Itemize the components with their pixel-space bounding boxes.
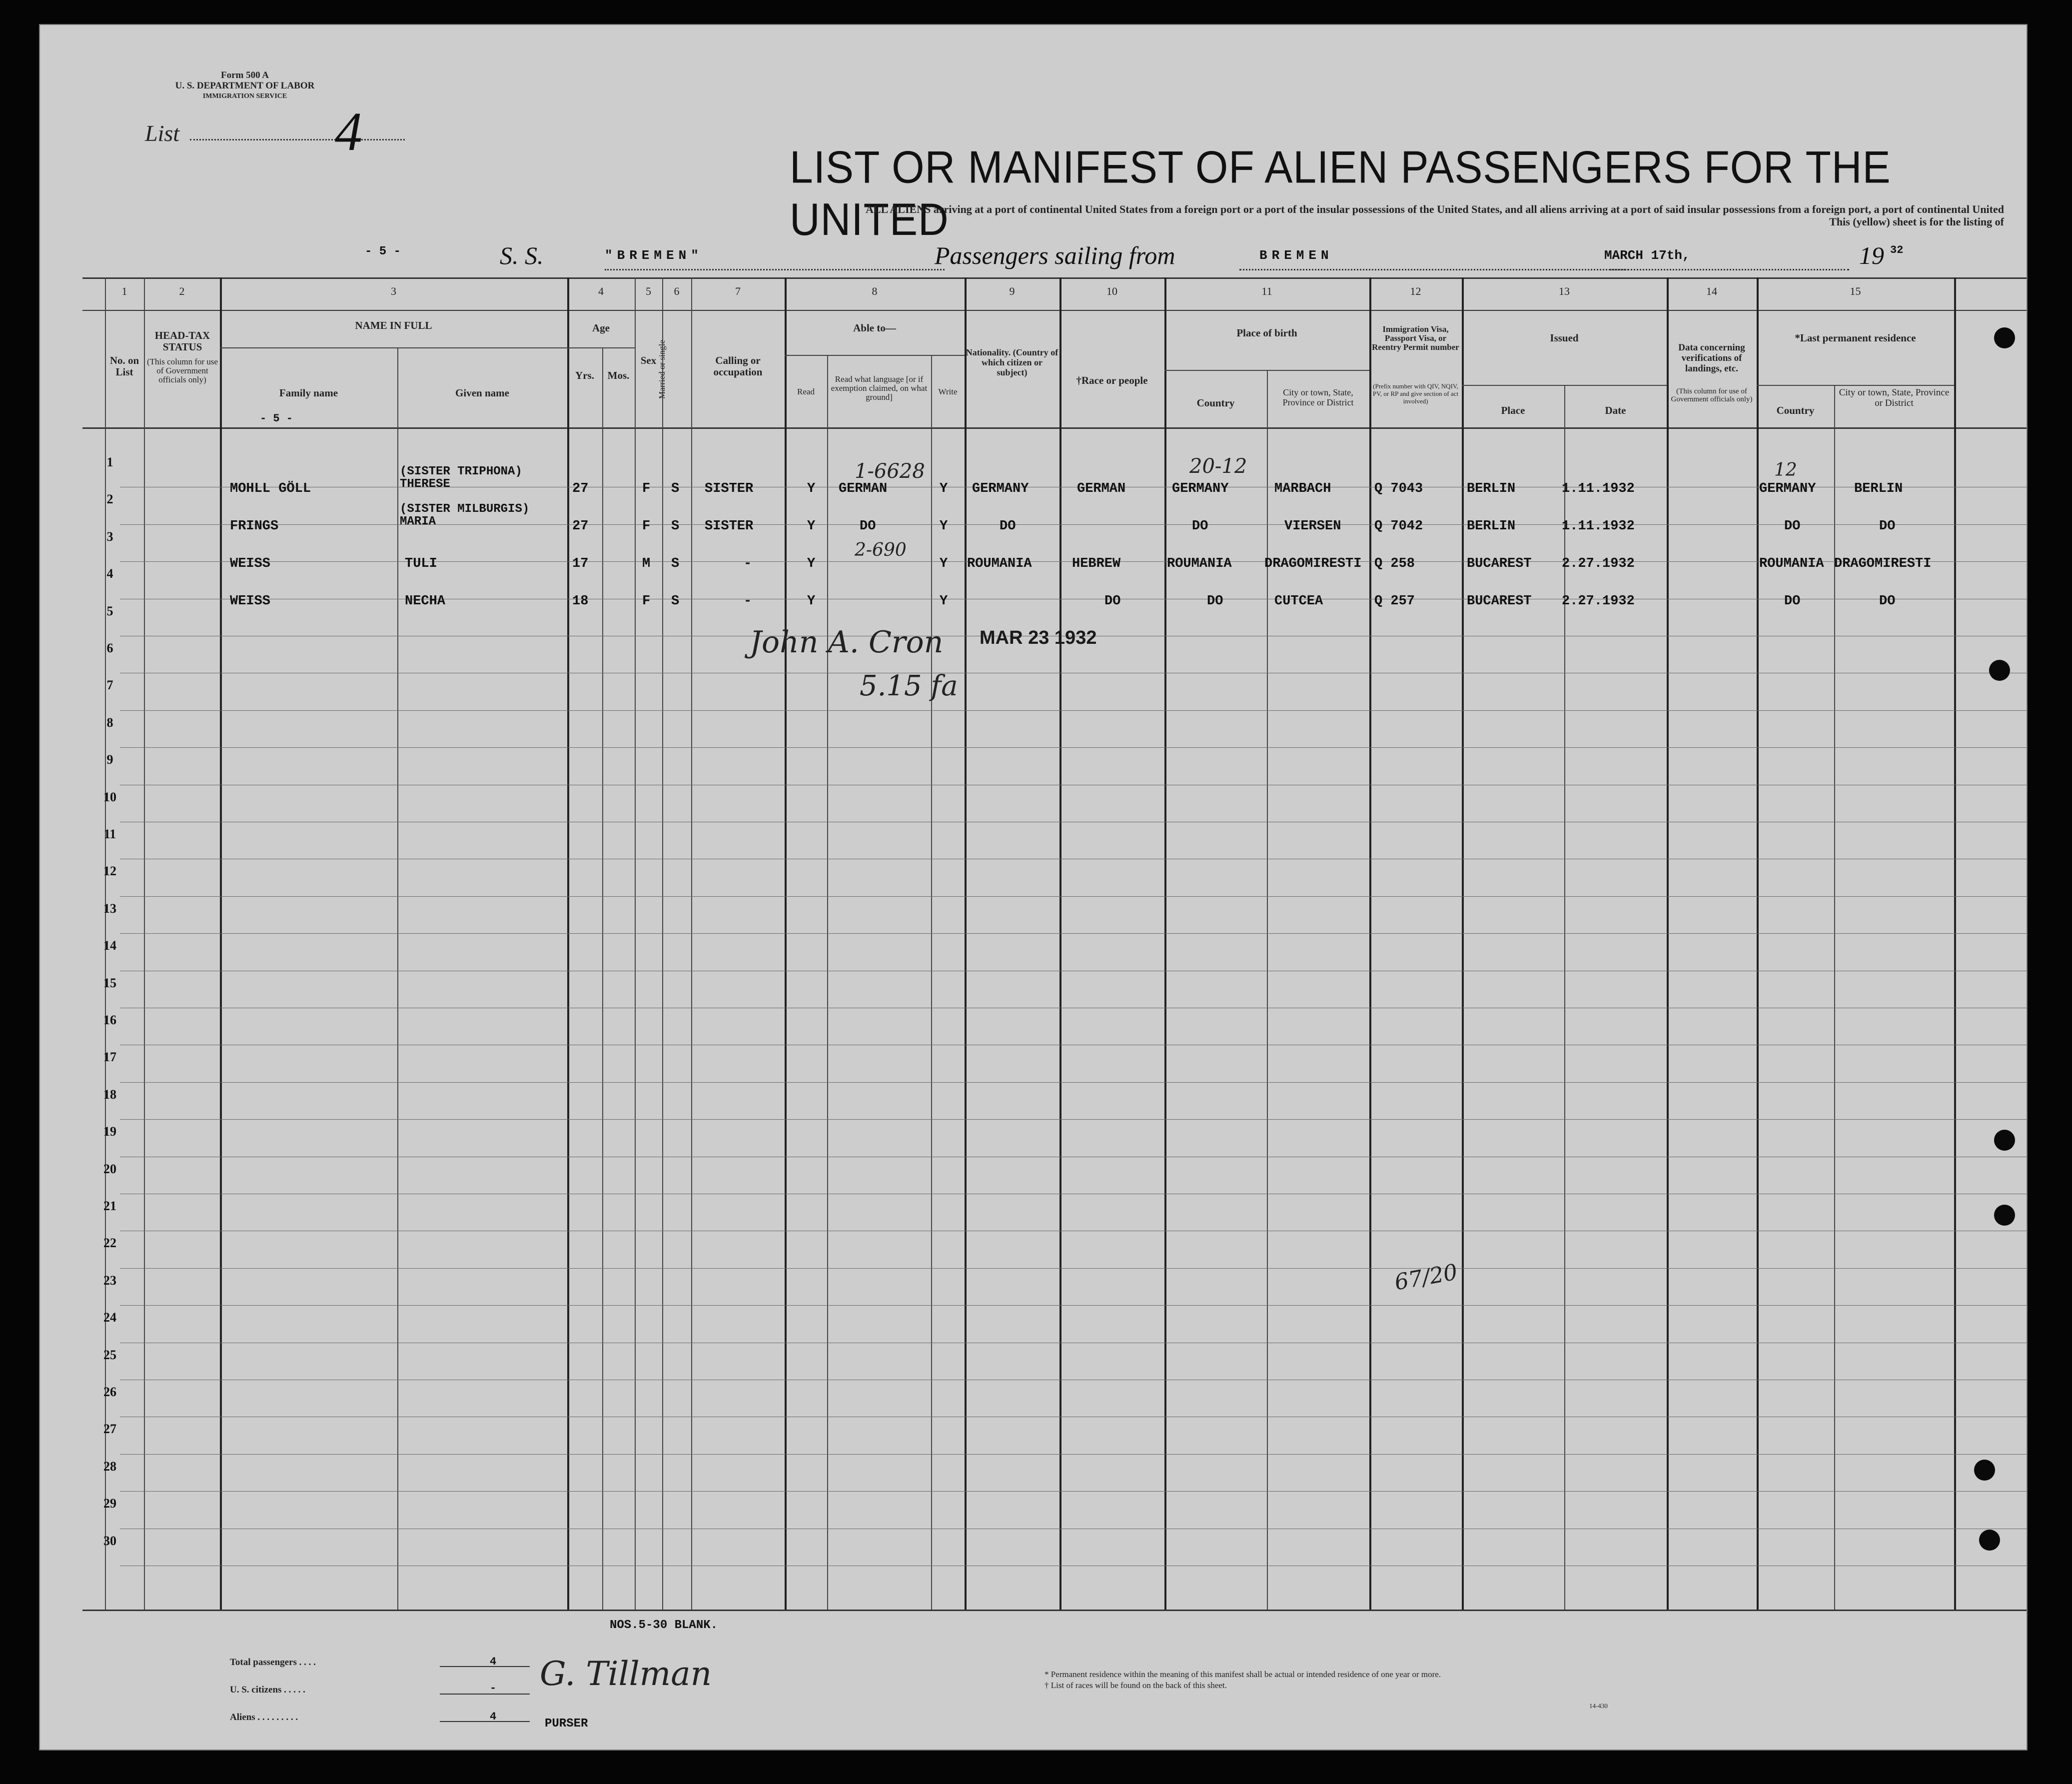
purser-signature: G. Tillman xyxy=(540,1655,712,1693)
rule-v xyxy=(1667,277,1669,1610)
rule-top xyxy=(82,277,2027,279)
rule-sub xyxy=(785,355,965,356)
language: GERMAN xyxy=(839,481,888,496)
hdr-last-residence: *Last permanent residence xyxy=(1795,332,1916,344)
age: 17 xyxy=(572,556,589,571)
manifest-sheet xyxy=(39,24,2028,1751)
age: 27 xyxy=(572,519,589,534)
rule-v xyxy=(965,277,967,1610)
row-line xyxy=(120,1305,2027,1306)
visa: Q 7042 xyxy=(1374,519,1423,534)
hdr-data-concerning: Data concerning verifications of landings, etc. xyxy=(1678,342,1745,374)
row-number: 2 xyxy=(106,492,113,507)
nationality: DO xyxy=(1000,519,1016,534)
rule-sub xyxy=(1164,370,1369,371)
language: DO xyxy=(860,519,876,534)
res-city: BERLIN xyxy=(1854,481,1903,496)
row-number: 13 xyxy=(103,901,116,916)
sailing-label: Passengers sailing from xyxy=(935,241,1175,269)
rule-sub xyxy=(220,347,567,348)
given-name: NECHA xyxy=(405,594,446,609)
citizens-value: - xyxy=(490,1682,497,1695)
calling: - xyxy=(744,556,752,571)
rule-v xyxy=(144,277,145,1610)
family-name: MOHLL GÖLL xyxy=(230,481,311,496)
race: HEBREW xyxy=(1072,556,1121,571)
visa: Q 7043 xyxy=(1374,481,1423,496)
res-country: GERMANY xyxy=(1759,481,1816,496)
row-number: 18 xyxy=(103,1087,116,1102)
rule-header-bottom xyxy=(82,427,2027,429)
rule-v xyxy=(1462,277,1464,1610)
calling: - xyxy=(744,594,752,609)
row-number: 21 xyxy=(103,1199,116,1213)
row-number: 3 xyxy=(106,529,113,544)
hdr-birth-city: City or town, State, Province or District xyxy=(1282,387,1354,407)
given-name: TULI xyxy=(405,556,437,571)
handwritten-fraction: 67/20 xyxy=(1392,1259,1460,1296)
hdr-sex: Sex xyxy=(640,354,657,366)
col-number: 15 xyxy=(1850,285,1861,297)
list-number: 4 xyxy=(335,101,362,162)
hdr-visa: Immigration Visa, Passport Visa, or Reentry Permit number xyxy=(1372,324,1459,352)
family-name: WEISS xyxy=(230,594,271,609)
row-line xyxy=(120,933,2027,934)
hdr-race: †Race or people xyxy=(1076,374,1148,386)
aliens-value: 4 xyxy=(490,1711,497,1723)
row-number: 10 xyxy=(103,789,116,804)
hdr-nationality: Nationality. (Country of which citizen or subject) xyxy=(966,347,1058,377)
rule-v xyxy=(567,277,569,1610)
row-number: 12 xyxy=(103,864,116,879)
hdr-issued-date: Date xyxy=(1605,404,1626,416)
aliens-underline xyxy=(440,1721,530,1722)
race: DO xyxy=(1104,594,1121,609)
visa: Q 257 xyxy=(1374,594,1415,609)
rule-v xyxy=(931,355,932,1610)
row-number: 15 xyxy=(103,975,116,990)
row-number: 1 xyxy=(106,455,113,469)
date-stamp: MAR 23 1932 xyxy=(980,627,1097,648)
col-number: 3 xyxy=(391,285,396,297)
hdr-res-country: Country xyxy=(1776,404,1815,416)
age: 27 xyxy=(572,481,589,496)
ship-underline xyxy=(605,269,945,270)
port-name: BREMEN xyxy=(1259,248,1333,263)
hdr-able-to: Able to— xyxy=(853,322,896,334)
row-number: 4 xyxy=(106,566,113,581)
row-number: 27 xyxy=(103,1422,116,1437)
sailing-date: MARCH 17th, xyxy=(1604,248,1690,263)
race: DO xyxy=(1192,519,1208,534)
birth-city: VIERSEN xyxy=(1284,519,1341,534)
document-title: LIST OR MANIFEST OF ALIEN PASSENGERS FOR THE UNITED xyxy=(790,141,1891,245)
row-number: 26 xyxy=(103,1385,116,1399)
age: 18 xyxy=(572,594,589,609)
row-number: 24 xyxy=(103,1310,116,1325)
rule-v xyxy=(220,277,222,1610)
row-number: 22 xyxy=(103,1236,116,1251)
row-number: 7 xyxy=(106,678,113,693)
col-number: 10 xyxy=(1106,285,1117,297)
issued-date: 1.11.1932 xyxy=(1562,481,1635,496)
col-number: 13 xyxy=(1559,285,1570,297)
hdr-no-on-list: No. on List xyxy=(109,354,139,378)
issued-place: BUCAREST xyxy=(1467,556,1532,571)
race: GERMAN xyxy=(1077,481,1126,496)
ss-label: S. S. xyxy=(500,241,544,269)
row-number: 30 xyxy=(103,1533,116,1548)
res-city: DO xyxy=(1879,519,1896,534)
col-number: 8 xyxy=(872,285,878,297)
port-underline xyxy=(1239,269,1629,270)
hdr-write: Write xyxy=(938,387,958,396)
marital: S xyxy=(671,594,680,609)
calling: SISTER xyxy=(705,481,754,496)
year-suffix: 32 xyxy=(1890,244,1904,256)
res-city: DRAGOMIRESTI xyxy=(1834,556,1932,571)
col-number: 5 xyxy=(646,285,651,297)
binder-hole xyxy=(1994,1205,2015,1226)
row-number: 16 xyxy=(103,1013,116,1027)
hdr-head-tax-note: (This column for use of Government officials only) xyxy=(146,357,218,384)
birth-city: DRAGOMIRESTI xyxy=(1264,556,1362,571)
col-number: 7 xyxy=(735,285,741,297)
write: Y xyxy=(940,594,948,609)
row-number: 6 xyxy=(106,641,113,655)
birth-country: DO xyxy=(1207,594,1223,609)
total-underline xyxy=(440,1666,530,1667)
binder-hole xyxy=(1979,1530,2000,1551)
row-number: 29 xyxy=(103,1496,116,1511)
row-number: 19 xyxy=(103,1124,116,1139)
hdr-birth-country: Country xyxy=(1196,397,1235,409)
list-underline xyxy=(190,139,405,140)
marital: S xyxy=(671,481,680,496)
read: Y xyxy=(807,481,816,496)
purser-label: PURSER xyxy=(545,1717,588,1731)
res-city: DO xyxy=(1879,594,1896,609)
read: Y xyxy=(807,519,816,534)
hdr-mos: Mos. xyxy=(607,369,630,381)
sex: F xyxy=(642,594,651,609)
handwritten-note: 5.15 fa xyxy=(860,670,958,702)
binder-hole xyxy=(1989,660,2010,681)
row-number: 8 xyxy=(106,715,113,730)
row-line xyxy=(120,1119,2027,1120)
handwritten-code: 2-690 xyxy=(855,540,907,560)
col-number: 4 xyxy=(598,285,604,297)
nationality: ROUMANIA xyxy=(967,556,1032,571)
footnote-2: † List of races will be found on the back of this sheet. xyxy=(1044,1681,1227,1690)
rule-v xyxy=(602,347,603,1610)
citizens-underline xyxy=(440,1694,530,1695)
row-line xyxy=(120,747,2027,748)
rule-sub xyxy=(1757,385,1954,386)
aliens-label: Aliens . . . . . . . . . xyxy=(230,1712,298,1723)
hdr-married: Married or single xyxy=(657,339,667,399)
rule-sub xyxy=(1462,385,1667,386)
row-line xyxy=(120,896,2027,897)
binder-hole xyxy=(1994,327,2015,348)
hdr-place-of-birth: Place of birth xyxy=(1236,327,1297,339)
handwritten-code: 20-12 xyxy=(1189,455,1247,478)
rule-v xyxy=(1369,277,1371,1610)
inspector-signature: John A. Cron xyxy=(750,625,944,660)
res-country: DO xyxy=(1784,594,1801,609)
hdr-yrs: Yrs. xyxy=(575,369,594,381)
row-line xyxy=(120,1454,2027,1455)
rule-v xyxy=(635,277,636,1610)
row-line xyxy=(120,710,2027,711)
row-line xyxy=(120,1491,2027,1492)
marital: S xyxy=(671,556,680,571)
group-marker: - 5 - xyxy=(260,412,293,425)
rule-v xyxy=(1164,277,1166,1610)
birth-city: MARBACH xyxy=(1274,481,1331,496)
nationality: GERMANY xyxy=(972,481,1029,496)
row-line xyxy=(120,1082,2027,1083)
sex: F xyxy=(642,519,651,534)
binder-hole xyxy=(1974,1460,1995,1481)
rule-v xyxy=(1059,277,1061,1610)
hdr-family-name: Family name xyxy=(279,387,338,399)
calling: SISTER xyxy=(705,519,754,534)
col-number: 6 xyxy=(674,285,680,297)
date-underline xyxy=(1609,269,1849,270)
given-name: THERESE xyxy=(400,477,450,491)
hdr-visa-note: (Prefix number with QIV, NQIV, PV, or RP and give section of act involved) xyxy=(1372,382,1459,405)
birth-city: CUTCEA xyxy=(1274,594,1323,609)
hdr-head-tax: HEAD-TAX STATUS xyxy=(154,329,210,353)
issued-date: 2.27.1932 xyxy=(1562,556,1635,571)
issued-date: 1.11.1932 xyxy=(1562,519,1635,534)
list-label: List xyxy=(145,120,180,146)
hdr-issued: Issued xyxy=(1550,332,1579,344)
rule-v xyxy=(691,277,692,1610)
rule-v xyxy=(827,355,828,1610)
sex: M xyxy=(642,556,651,571)
row-number: 25 xyxy=(103,1347,116,1362)
row-line xyxy=(120,1268,2027,1269)
write: Y xyxy=(940,556,948,571)
blank-note: NOS.5-30 BLANK. xyxy=(610,1619,718,1632)
rule-table-bottom xyxy=(82,1610,2027,1611)
row-number: 11 xyxy=(103,827,116,841)
row-number: 9 xyxy=(106,752,113,767)
total-label: Total passengers . . . . xyxy=(230,1657,316,1668)
given-name: MARIA xyxy=(400,515,436,528)
rule-v xyxy=(1757,277,1759,1610)
hdr-issued-place: Place xyxy=(1501,404,1525,416)
birth-country: ROUMANIA xyxy=(1167,556,1232,571)
rule-v xyxy=(785,277,787,1610)
family-name: FRINGS xyxy=(230,519,279,534)
binder-hole xyxy=(1994,1130,2015,1151)
row-number: 28 xyxy=(103,1459,116,1474)
rule-colnums xyxy=(82,310,2027,311)
row-number: 5 xyxy=(106,603,113,618)
col-number: 12 xyxy=(1410,285,1421,297)
handwritten-code: 12 xyxy=(1774,460,1797,480)
col-number: 9 xyxy=(1009,285,1015,297)
read: Y xyxy=(807,556,816,571)
subtitle-line-2: This (yellow) sheet is for the listing of xyxy=(1829,215,2004,228)
marital: S xyxy=(671,519,680,534)
row-number: 14 xyxy=(103,938,116,953)
hdr-calling: Calling or occupation xyxy=(713,354,763,378)
write: Y xyxy=(940,481,948,496)
issued-date: 2.27.1932 xyxy=(1562,594,1635,609)
family-name: WEISS xyxy=(230,556,271,571)
row-number: 17 xyxy=(103,1050,116,1065)
sex: F xyxy=(642,481,651,496)
birth-country: GERMANY xyxy=(1172,481,1229,496)
write: Y xyxy=(940,519,948,534)
handwritten-code: 1-6628 xyxy=(855,460,925,483)
subtitle-line-1: ALL ALIENS arriving at a port of continental United States from a foreign port or a port of the insular possessions of the United States, and all aliens arriving at a port of said insular possessions from a foreign port, a port of continental United xyxy=(866,203,2004,215)
year-prefix: 19 xyxy=(1859,241,1884,269)
hdr-res-city: City or town, State, Province or District xyxy=(1839,387,1950,408)
form-code: 14-430 xyxy=(1589,1702,1608,1710)
ship-name: "BREMEN" xyxy=(605,248,703,263)
res-country: ROUMANIA xyxy=(1759,556,1824,571)
hdr-data-note: (This column for use of Government officials only) xyxy=(1671,387,1753,403)
visa: Q 258 xyxy=(1374,556,1415,571)
row-number: 20 xyxy=(103,1161,116,1176)
rule-v xyxy=(397,347,398,1610)
citizens-label: U. S. citizens . . . . . xyxy=(230,1685,305,1695)
res-country: DO xyxy=(1784,519,1801,534)
issued-place: BUCAREST xyxy=(1467,594,1532,609)
form-header: Form 500 A U. S. DEPARTMENT OF LABOR IMMIGRATION SERVICE xyxy=(175,70,315,100)
hdr-given-name: Given name xyxy=(455,387,509,399)
rule-sub xyxy=(567,347,635,348)
given-name-note: (SISTER MILBURGIS) xyxy=(400,502,530,516)
footnote-1: * Permanent residence within the meaning of this manifest shall be actual or intended residence of one year or more. xyxy=(1044,1670,1441,1679)
hdr-read: Read xyxy=(797,387,815,396)
hdr-read-language: Read what language [or if exemption claimed, on what ground] xyxy=(831,374,928,402)
col-number: 11 xyxy=(1261,285,1272,297)
read: Y xyxy=(807,594,816,609)
rule-v xyxy=(662,277,663,1610)
total-value: 4 xyxy=(490,1656,497,1668)
issued-place: BERLIN xyxy=(1467,481,1516,496)
hdr-age: Age xyxy=(592,322,610,334)
hdr-name-in-full: NAME IN FULL xyxy=(355,319,432,331)
col-number: 1 xyxy=(121,285,127,297)
rule-v xyxy=(1267,370,1268,1610)
page-marker: - 5 - xyxy=(365,245,401,258)
col-number: 14 xyxy=(1706,285,1717,297)
rule-v xyxy=(1954,277,1956,1610)
col-number: 2 xyxy=(179,285,185,297)
row-number: 23 xyxy=(103,1273,116,1288)
given-name-note: (SISTER TRIPHONA) xyxy=(400,465,522,478)
issued-place: BERLIN xyxy=(1467,519,1516,534)
